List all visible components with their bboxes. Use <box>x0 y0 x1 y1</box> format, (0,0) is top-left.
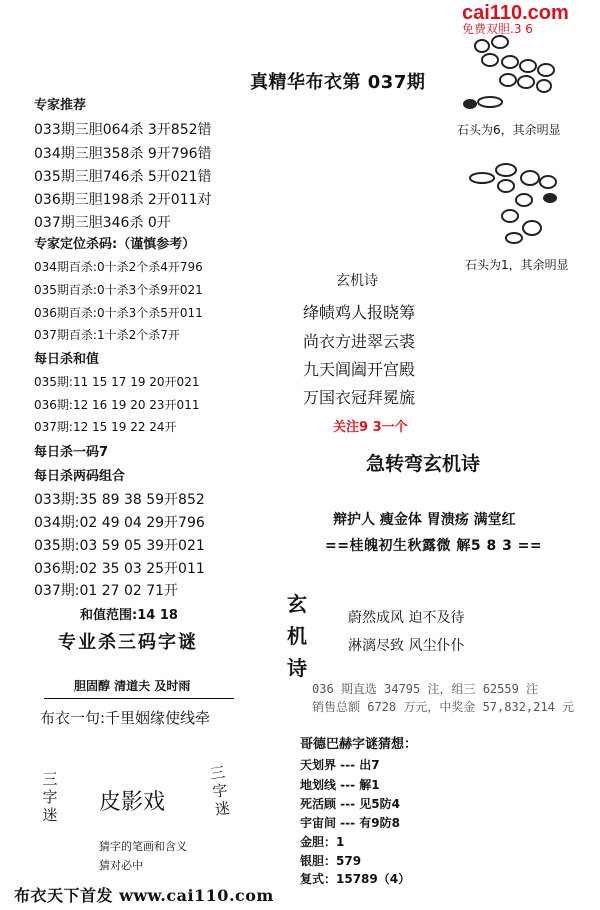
goldbach-line: 金胆：1 <box>300 835 345 849</box>
riddle-char: 迷 <box>213 798 232 819</box>
poem-line: 尚衣方进翠云裘 <box>303 332 416 351</box>
vertical-title-char: 诗 <box>287 656 307 680</box>
follow-note: 关注9 3一个 <box>333 420 408 435</box>
three-char-riddle-left <box>42 770 58 824</box>
expert-line: 035期三胆746杀 5开021错 <box>34 169 212 185</box>
sum-kill-line: 036期:12 16 19 20 23开011 <box>34 398 200 412</box>
expert-line: 036期三胆198杀 2开011对 <box>34 192 212 208</box>
mystery-poem-title: 玄机诗 <box>336 273 378 289</box>
riddle-char: 字 <box>42 788 58 806</box>
position-kill-line: 034期百杀:0十杀2个杀4开796 <box>34 260 203 274</box>
riddle-char: 字 <box>211 781 229 801</box>
riddle-char: 三 <box>208 763 227 784</box>
kill-two-heading: 每日杀两码组合 <box>34 469 126 484</box>
poem-line: 九天阊阖开宫殿 <box>303 360 416 379</box>
sum-kill-line: 037期:12 15 19 22 24开 <box>34 420 177 434</box>
position-kill-line: 035期百杀:0十杀3个杀9开021 <box>34 283 203 297</box>
brain-teaser-hint: ==桂魄初生秋露微 解5 8 3 == <box>325 538 543 554</box>
goldbach-line: 天划界 --- 出7 <box>300 758 380 772</box>
vertical-title-char: 玄 <box>287 592 307 616</box>
sales-stats: 销售总额 6728 万元，中奖金 57,832,214 元 <box>312 700 575 714</box>
idiom-line: 淋漓尽致 风尘仆仆 <box>348 638 465 654</box>
poem-line: 万国衣冠拜冕旒 <box>303 388 416 407</box>
goldbach-line: 死活顾 --- 见5防4 <box>300 797 400 811</box>
footer-site: 布衣天下首发 www.cai110.com <box>14 886 274 905</box>
logo-subtitle: 免费双胆.3 6 <box>462 22 533 36</box>
riddle-note: 猜字的笔画和含义 <box>99 840 187 853</box>
page-title: 真精华布衣第 037期 <box>250 72 426 93</box>
kill-two-line: 033期:35 89 38 59开852 <box>34 492 205 508</box>
sum-range: 和值范围:14 18 <box>80 608 178 623</box>
riddle-char: 三 <box>42 770 58 788</box>
goldbach-line: 地划线 --- 解1 <box>300 778 380 792</box>
vertical-title-char: 机 <box>287 624 307 648</box>
three-char-riddle-right <box>208 763 231 819</box>
stone-puzzle-image-1 <box>460 32 570 112</box>
expert-line: 037期三胆346杀 0开 <box>34 215 171 231</box>
kill-one-code: 每日杀一码7 <box>34 445 109 460</box>
position-kill-heading: 专家定位杀码:（谨慎参考） <box>34 237 196 252</box>
stone-caption: 石头为6，其余明显 <box>457 123 561 137</box>
stone-caption: 石头为1，其余明显 <box>465 258 569 272</box>
position-kill-line: 037期百杀:1十杀2个杀7开 <box>34 328 180 342</box>
kill-two-line: 037期:01 27 02 71开 <box>34 583 179 599</box>
position-kill-line: 036期百杀:0十杀3个杀5开011 <box>34 306 203 320</box>
sales-stats: 036 期直选 34795 注，组三 62559 注 <box>312 682 539 696</box>
riddle-char: 迷 <box>42 806 58 824</box>
goldbach-riddle-title: 哥德巴赫字谜猜想： <box>300 737 418 752</box>
pro-riddle-title: 专业杀三码字谜 <box>58 632 198 653</box>
brain-teaser-title: 急转弯玄机诗 <box>366 453 481 475</box>
shadow-puppet-riddle: 皮影戏 <box>99 790 166 815</box>
kill-two-line: 034期:02 49 04 29开796 <box>34 515 205 531</box>
sum-kill-heading: 每日杀和值 <box>34 352 100 367</box>
goldbach-line: 银胆：579 <box>300 854 362 868</box>
expert-heading: 专家推荐 <box>34 98 87 113</box>
sum-kill-line: 035期:11 15 17 19 20开021 <box>34 375 200 389</box>
kill-two-line: 035期:03 59 05 39开021 <box>34 538 205 554</box>
expert-line: 034期三胆358杀 9开796错 <box>34 146 212 162</box>
riddle-words: 胆固醇 清道夫 及时雨 <box>74 679 191 693</box>
riddle-note: 猜对必中 <box>99 859 143 872</box>
kill-two-line: 036期:02 35 03 25开011 <box>34 561 205 577</box>
site-logo: cai110.com <box>462 2 569 24</box>
idiom-line: 蔚然成风 迫不及待 <box>348 610 465 626</box>
one-sentence: 布衣一句:千里姻缘使线牵 <box>40 709 211 727</box>
brain-teaser-words: 辩护人 瘦金体 胃溃疡 满堂红 <box>333 512 516 528</box>
goldbach-line: 复式：15789（4） <box>300 872 411 886</box>
expert-line: 033期三胆064杀 3开852错 <box>34 122 212 138</box>
poem-line: 绛帻鸡人报晓筹 <box>303 303 416 322</box>
goldbach-line: 宇宙间 --- 有9防8 <box>300 816 400 830</box>
stone-puzzle-image-2 <box>462 158 572 248</box>
